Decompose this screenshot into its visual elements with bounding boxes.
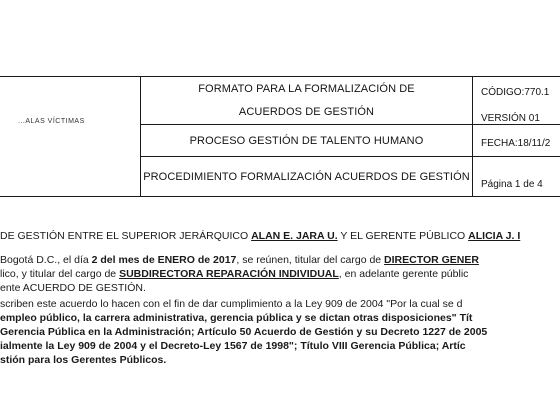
document-code: CÓDIGO:770.1 xyxy=(481,87,550,98)
logo-text: ...ALAS VÍCTIMAS xyxy=(18,118,85,125)
title-prefix: DE GESTIÓN ENTRE EL SUPERIOR JERÁRQUICO xyxy=(0,230,252,242)
manager-name: ALICIA J. I xyxy=(468,230,521,242)
document-version: VERSIÓN 01 xyxy=(481,113,540,124)
process-name: PROCESO GESTIÓN DE TALENTO HUMANO xyxy=(189,135,424,147)
paragraph-2-line-5: stión para los Gerentes Públicos. xyxy=(0,354,167,366)
title-middle: Y EL GERENTE PÚBLICO xyxy=(337,230,469,242)
header-row-rule-1 xyxy=(140,124,560,125)
agreement-title xyxy=(0,230,520,242)
meeting-date: 2 del mes de ENERO de 2017 xyxy=(91,254,237,266)
paragraph-2-line-3: Gerencia Pública en la Administración; Artículo 50 Acuerdo de Gestión y su Decreto 1227 de 2005 xyxy=(0,326,488,338)
paragraph-2-line-4 xyxy=(0,340,466,352)
manager-position: SUBDIRECTORA REPARACIÓN INDIVIDUAL xyxy=(119,268,339,280)
format-title-line-1: FORMATO PARA LA FORMALIZACIÓN DE xyxy=(198,83,415,95)
document-header xyxy=(0,0,560,200)
paragraph-2-line-1 xyxy=(0,298,463,310)
header-col-rule-right xyxy=(472,76,473,197)
title-citation: Tít xyxy=(459,312,473,324)
text-segment: ialmente la Ley 909 de 2004 y el Decreto-Ley 1567 de 1998"; xyxy=(0,340,301,352)
text-segment: scriben este acuerdo lo hacen con el fin de dar cumplimiento a la Ley 909 de 2004 "Por la cual se d xyxy=(0,298,463,310)
header-top-rule xyxy=(0,76,560,77)
text-segment: Título VIII Gerencia Pública; Artíc xyxy=(300,340,466,352)
superior-name: ALAN E. JARA U. xyxy=(251,230,338,242)
page-number: Página 1 de 4 xyxy=(481,179,543,190)
text-segment: lico, y titular del cargo de xyxy=(0,268,120,280)
text-segment: Bogotá D.C., el día xyxy=(0,254,92,266)
document-date: FECHA:18/11/2 xyxy=(481,138,551,149)
format-title-line-2: ACUERDOS DE GESTIÓN xyxy=(238,106,375,118)
text-segment: , en adelante gerente públic xyxy=(338,268,469,280)
text-segment: , se reúnen, titular del cargo de xyxy=(236,254,385,266)
procedure-name: PROCEDIMIENTO FORMALIZACIÓN ACUERDOS DE GESTIÓN xyxy=(143,171,470,183)
paragraph-1-line-3: ente ACUERDO DE GESTIÓN. xyxy=(0,282,146,294)
header-row-rule-2 xyxy=(140,156,560,157)
header-bottom-rule xyxy=(0,196,560,197)
law-citation: empleo público, la carrera administrativa, gerencia pública y se dictan otras disposiciones" xyxy=(0,312,460,324)
paragraph-1-line-2 xyxy=(0,268,468,280)
superior-position: DIRECTOR GENER xyxy=(384,254,479,266)
paragraph-2-line-2 xyxy=(0,312,472,324)
paragraph-1-line-1 xyxy=(0,254,479,266)
